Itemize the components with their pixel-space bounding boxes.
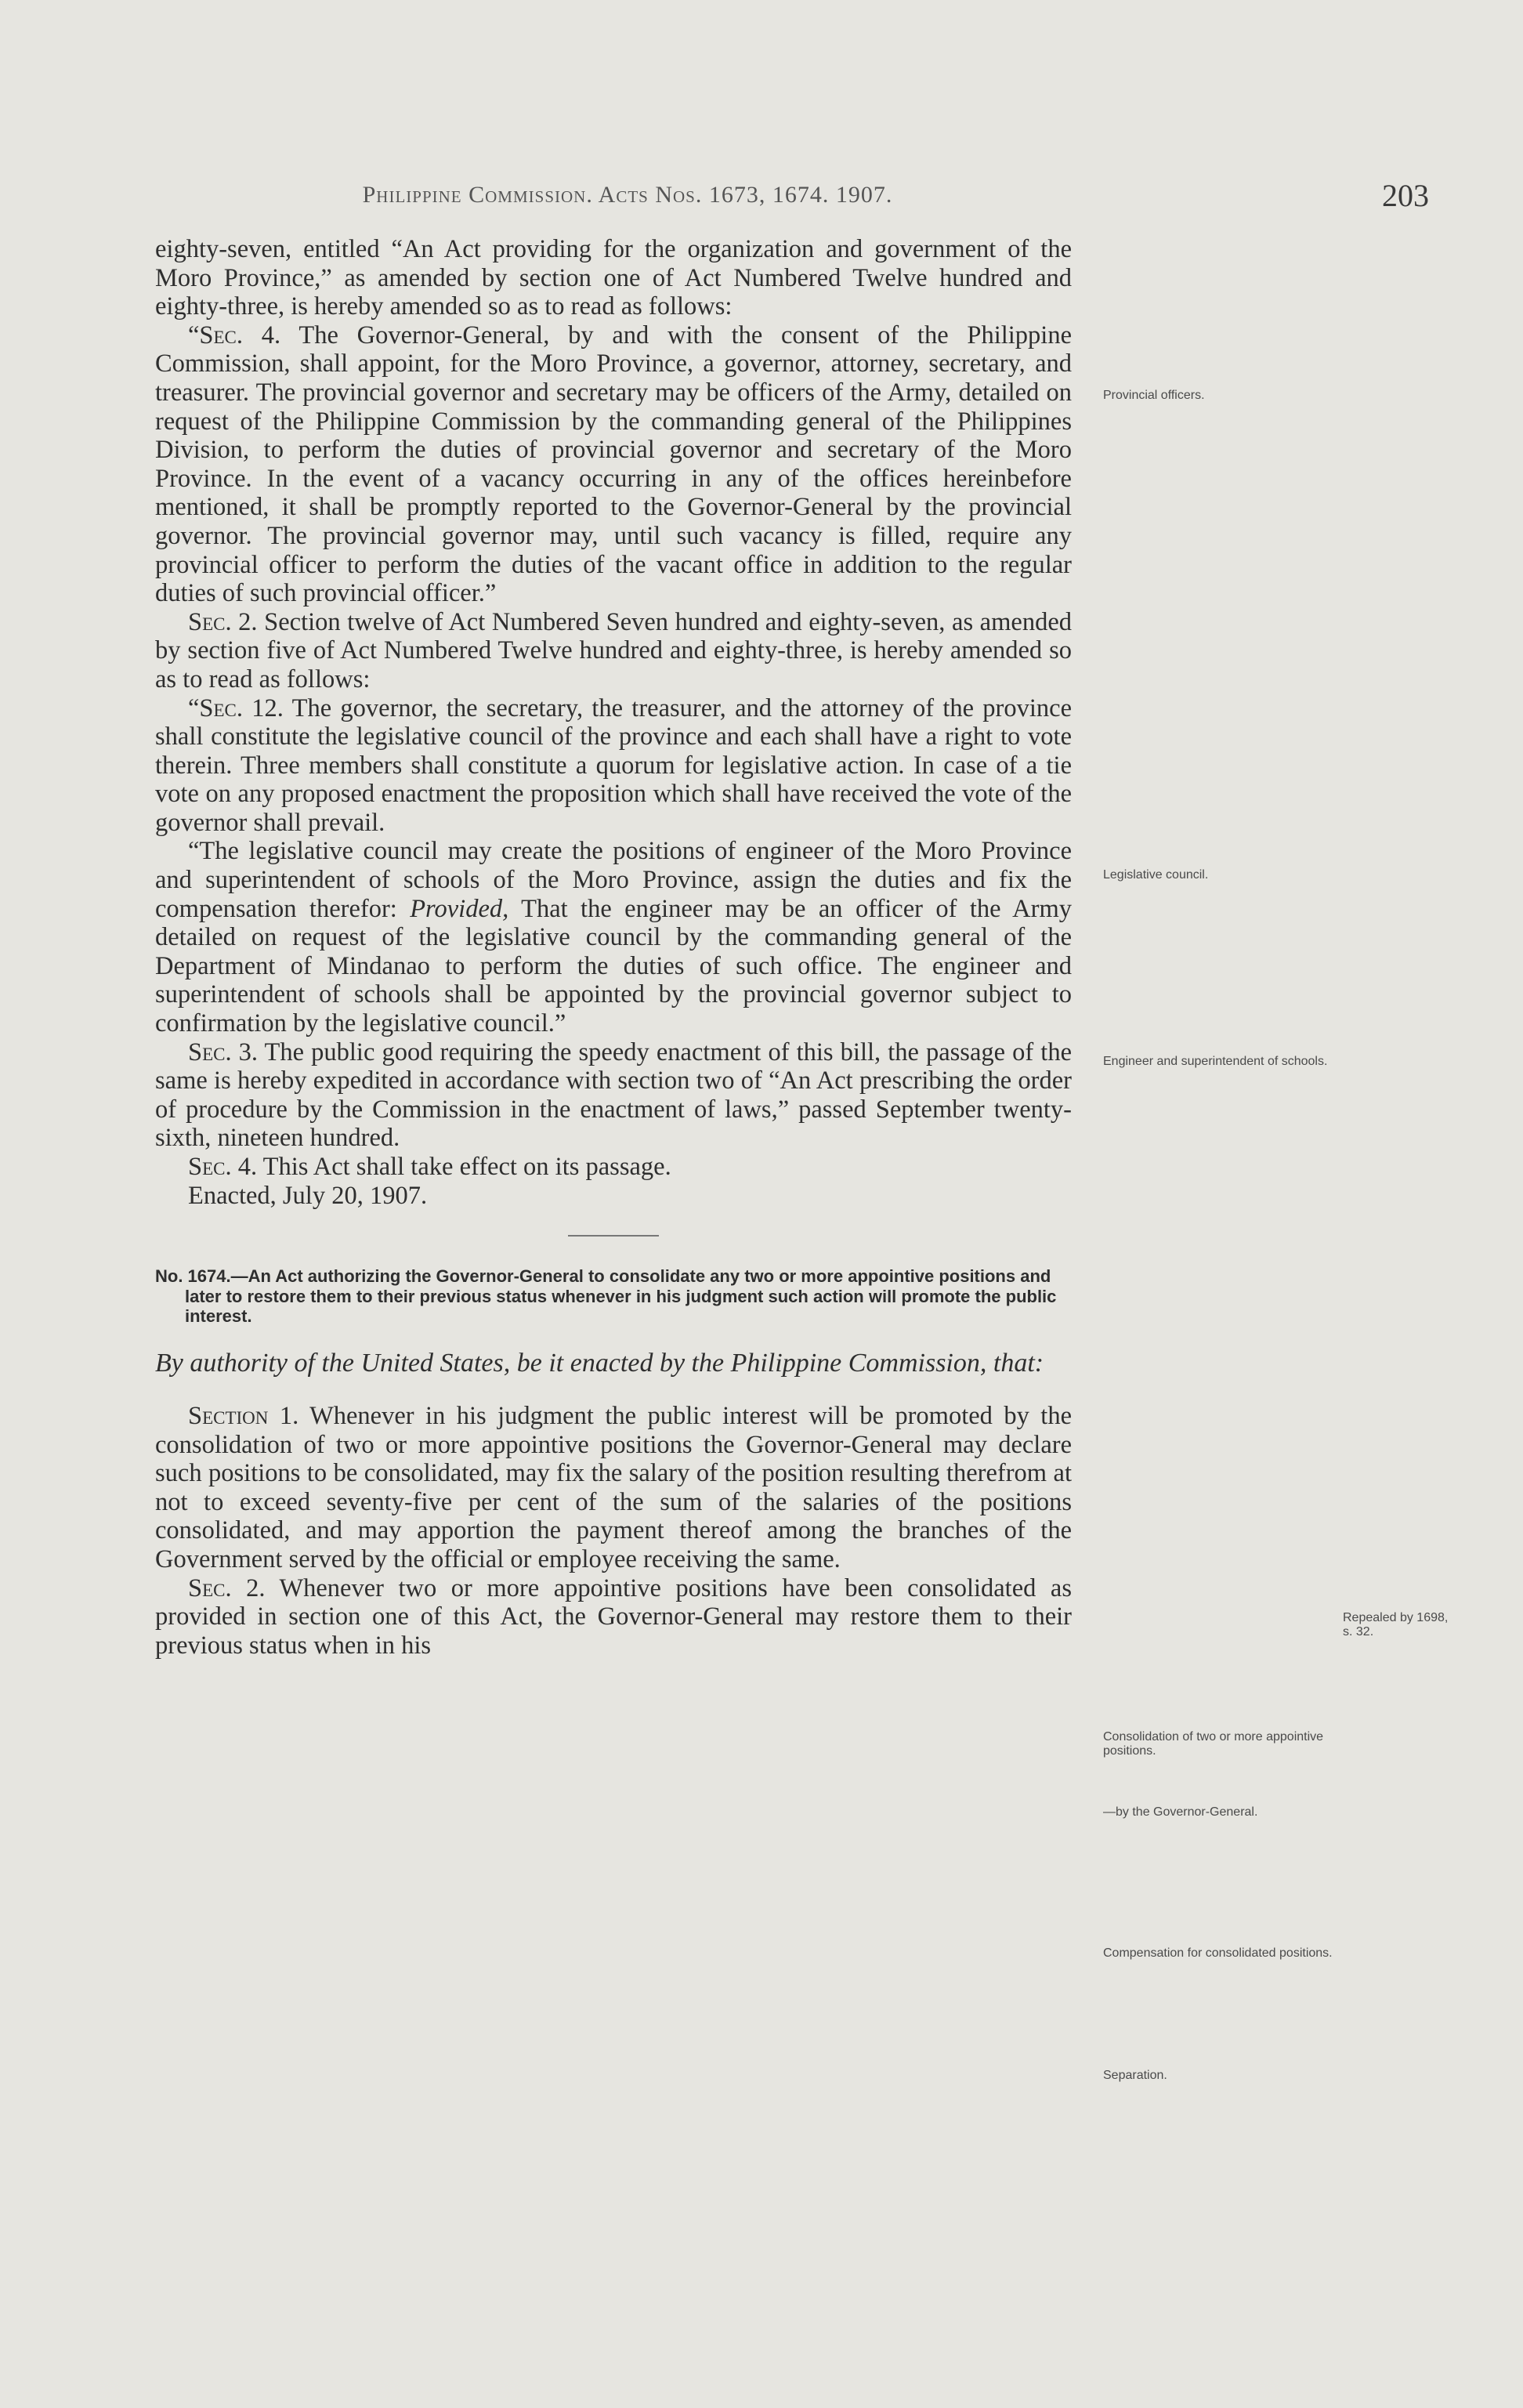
paragraph-sec-2 (155, 608, 1072, 694)
margin-note-by-governor: —by the Governor-General. (1103, 1805, 1258, 1819)
body-text (155, 235, 1072, 1660)
act-heading: No. 1674.—An Act authorizing the Governor-General to consolidate any two or more appointive positions and later to restore them to their previous status whenever in his judgment such action will promote the public interest. (155, 1266, 1057, 1327)
margin-note-consolidation: Consolidation of two or more appointive positions. (1103, 1730, 1324, 1758)
paragraph-continuation: eighty-seven, entitled “An Act providing for the organization and government of the Moro Province,” as amended by section one of Act Numbered Twelve hundred and eighty-three, is hereby amended so as to read as follows: (155, 235, 1072, 321)
section-label: Sec. 3. (188, 1037, 259, 1066)
section-divider (568, 1235, 659, 1237)
paragraph-legislative-council (155, 837, 1072, 1037)
section-label: Section 1. (188, 1401, 299, 1430)
section-label: Sec. 2. (188, 1573, 266, 1602)
margin-note-repealed: Repealed by 1698, s. 32. (1343, 1611, 1449, 1639)
paragraph-sec-12 (155, 694, 1072, 838)
running-head: Philippine Commission. Acts Nos. 1673, 1674. 1907. (362, 182, 893, 208)
margin-note-engineer: Engineer and superintendent of schools. (1103, 1055, 1328, 1068)
section-text: This Act shall take effect on its passage. (262, 1153, 671, 1181)
paragraph-text: “The legislative council may create the positions of engineer of the Moro Province and superintendent of schools of the Moro Province, assign the duties and fix the compensation therefor: (155, 837, 1072, 923)
page-number: 203 (1382, 178, 1429, 213)
enacting-clause: By authority of the United States, be it enacted by the Philippine Commission, that: (155, 1348, 1044, 1378)
section-label: “Sec. 12. (188, 693, 284, 722)
section-text: Section twelve of Act Numbered Seven hundred and eighty-seven, as amended by section five of Act Numbered Twelve hundred and eighty-three, is hereby amended so as to read as follows: (155, 607, 1072, 693)
margin-note-separation: Separation. (1103, 2069, 1167, 2082)
section-text: Whenever two or more appointive positions have been consolidated as provided in section one of this Act, the Governor-General may restore them to their previous status when in his (155, 1573, 1072, 1660)
section-label: Sec. 2. (188, 607, 258, 636)
paragraph-sec-4 (155, 321, 1072, 608)
section-text: The governor, the secretary, the treasurer, and the attorney of the province shall constitute the legislative council of the province and each shall have a right to vote therein. Three members shall constitute a quorum for legislative action. In case of a tie vote on any proposed enactment the proposition which shall have received the vote of the governor shall prevail. (155, 693, 1072, 837)
section-text: The Governor-General, by and with the consent of the Philippine Commission, shall appoint, for the Moro Province, a governor, attorney, secretary, and treasurer. The provincial governor and secretary may be officers of the Army, detailed on request of the Philippine Commission by the commanding general of the Philippines Division, to perform the duties of provincial governor and secretary of the Moro Province. In the event of a vacancy occurring in any of the offices hereinbefore mentioned, it shall be promptly reported to the Governor-General by the provincial governor. The provincial governor may, until such vacancy is filled, require any provincial officer to perform the duties of the vacant office in addition to the regular duties of such provincial officer.” (155, 320, 1073, 608)
section-text: Whenever in his judgment the public interest will be promoted by the consolidation of two or more appointive positions the Governor-General may declare such positions to be consolidated, may fix the salary of the position resulting therefrom at not to exceed seventy-five per cent of the sum of the salaries of the positions consolidated, and may apportion the payment thereof among the branches of the Government served by the official or employee receiving the same. (155, 1401, 1072, 1573)
margin-note-provincial-officers: Provincial officers. (1103, 389, 1205, 402)
paragraph-text: That the engineer may be an officer of the Army detailed on request of the legislative council by the commanding general of the Department of Mindanao to perform the duties of such office. The engineer and superintendent of schools shall be appointed by the provincial governor subject to confirmation by the legislative council.” (155, 894, 1072, 1038)
paragraph-sec-4-effect (155, 1153, 1072, 1182)
section-label: “Sec. 4. (188, 320, 281, 349)
paragraph-section-2 (155, 1574, 1072, 1660)
section-label: Sec. 4. (188, 1153, 258, 1181)
margin-note-legislative-council: Legislative council. (1103, 868, 1209, 882)
provided-keyword: Provided, (410, 894, 509, 923)
margin-note-compensation: Compensation for consolidated positions. (1103, 1946, 1333, 1960)
paragraph-section-1 (155, 1402, 1072, 1574)
paragraph-sec-3 (155, 1038, 1072, 1153)
section-text: The public good requiring the speedy enactment of this bill, the passage of the same is hereby expedited in accordance with section two of “An Act prescribing the order of procedure by the Commission in the enactment of laws,” passed September twenty-sixth, nineteen hundred. (155, 1037, 1072, 1153)
enacted-date: Enacted, July 20, 1907. (188, 1181, 428, 1210)
